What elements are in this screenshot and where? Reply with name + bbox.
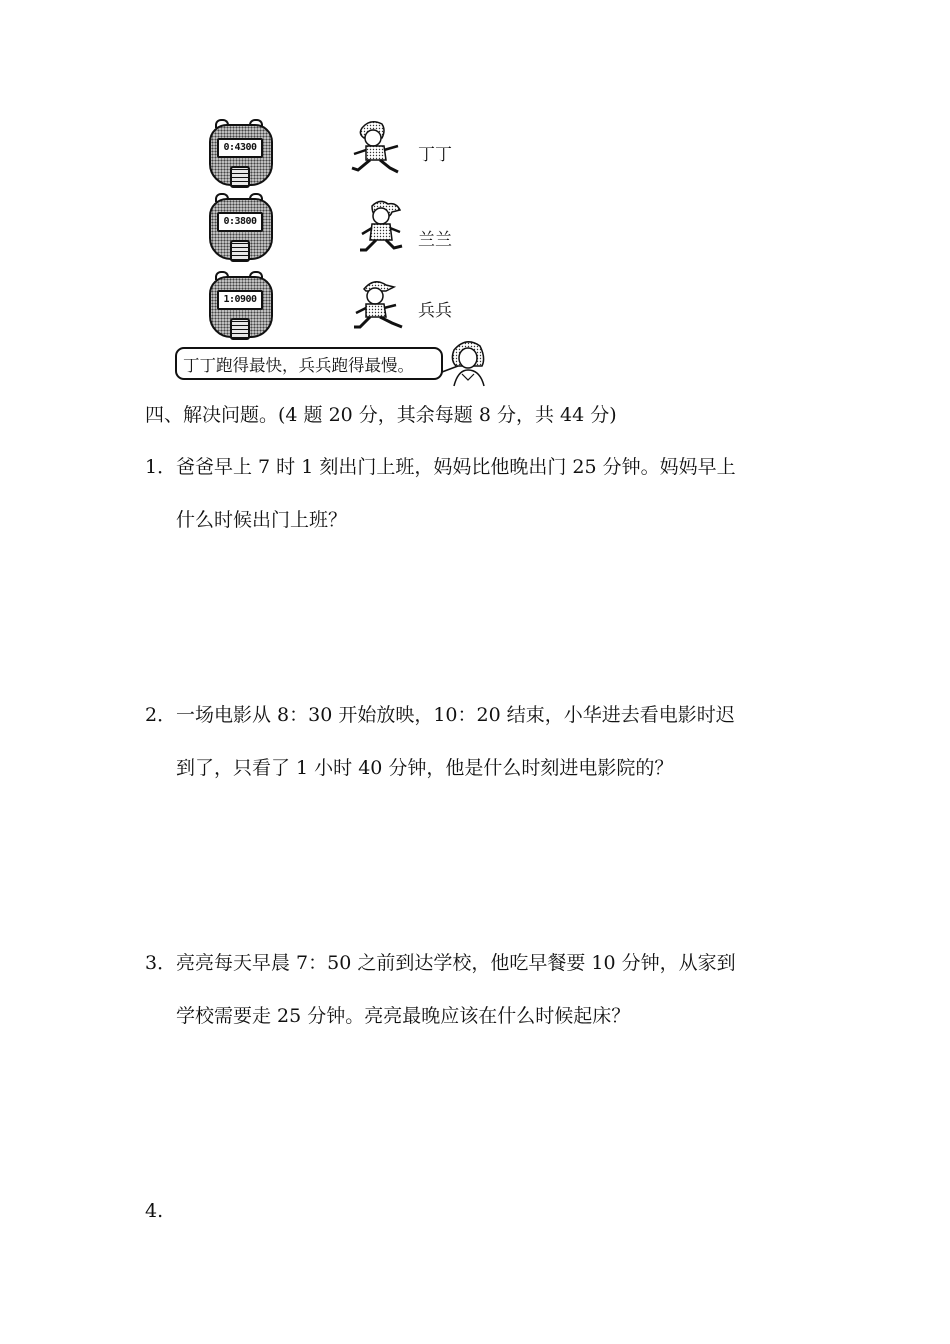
- running-girl-icon: [352, 196, 412, 258]
- stopwatch-lanlan: [207, 192, 273, 262]
- girl-speaking-icon: [440, 336, 496, 388]
- question-number: 2．: [145, 704, 177, 726]
- question-text: 一场电影从 8：30 开始放映，10：20 结束，小华进去看电影时迟: [176, 704, 735, 726]
- stopwatch-display: 1:0900: [217, 290, 263, 310]
- running-boy-cap-icon: [350, 275, 410, 337]
- kid-name-bingbing: 兵兵: [418, 301, 452, 321]
- speech-bubble-text: 丁丁跑得最快，兵兵跑得最慢。: [183, 356, 414, 375]
- running-boy-icon: [348, 118, 408, 180]
- kid-name-lanlan: 兰兰: [418, 230, 452, 250]
- question-text: 学校需要走 25 分钟。亮亮最晚应该在什么时候起床？: [176, 1005, 631, 1027]
- question-text: 亮亮每天早晨 7：50 之前到达学校，他吃早餐要 10 分钟，从家到: [176, 952, 736, 974]
- section-title: 四、解决问题。(4 题 20 分，其余每题 8 分，共 44 分): [145, 404, 617, 426]
- question-text: 到了，只看了 1 小时 40 分钟，他是什么时刻进电影院的？: [176, 757, 674, 779]
- question-text: 什么时候出门上班？: [176, 509, 348, 531]
- question-text: 爸爸早上 7 时 1 刻出门上班，妈妈比他晚出门 25 分钟。妈妈早上: [176, 456, 736, 478]
- question-number: 4.: [145, 1200, 164, 1222]
- stopwatch-knob: [230, 318, 250, 340]
- question-number: 3．: [145, 952, 177, 974]
- stopwatch-dingding: [207, 118, 273, 188]
- speech-bubble: [175, 347, 443, 380]
- question-number: 1．: [145, 456, 177, 478]
- kid-name-dingding: 丁丁: [418, 145, 452, 165]
- stopwatch-display: 0:4300: [217, 138, 263, 158]
- stopwatch-knob: [230, 166, 250, 188]
- stopwatch-knob: [230, 240, 250, 262]
- stopwatch-bingbing: [207, 270, 273, 340]
- stopwatch-display: 0:3800: [217, 212, 263, 232]
